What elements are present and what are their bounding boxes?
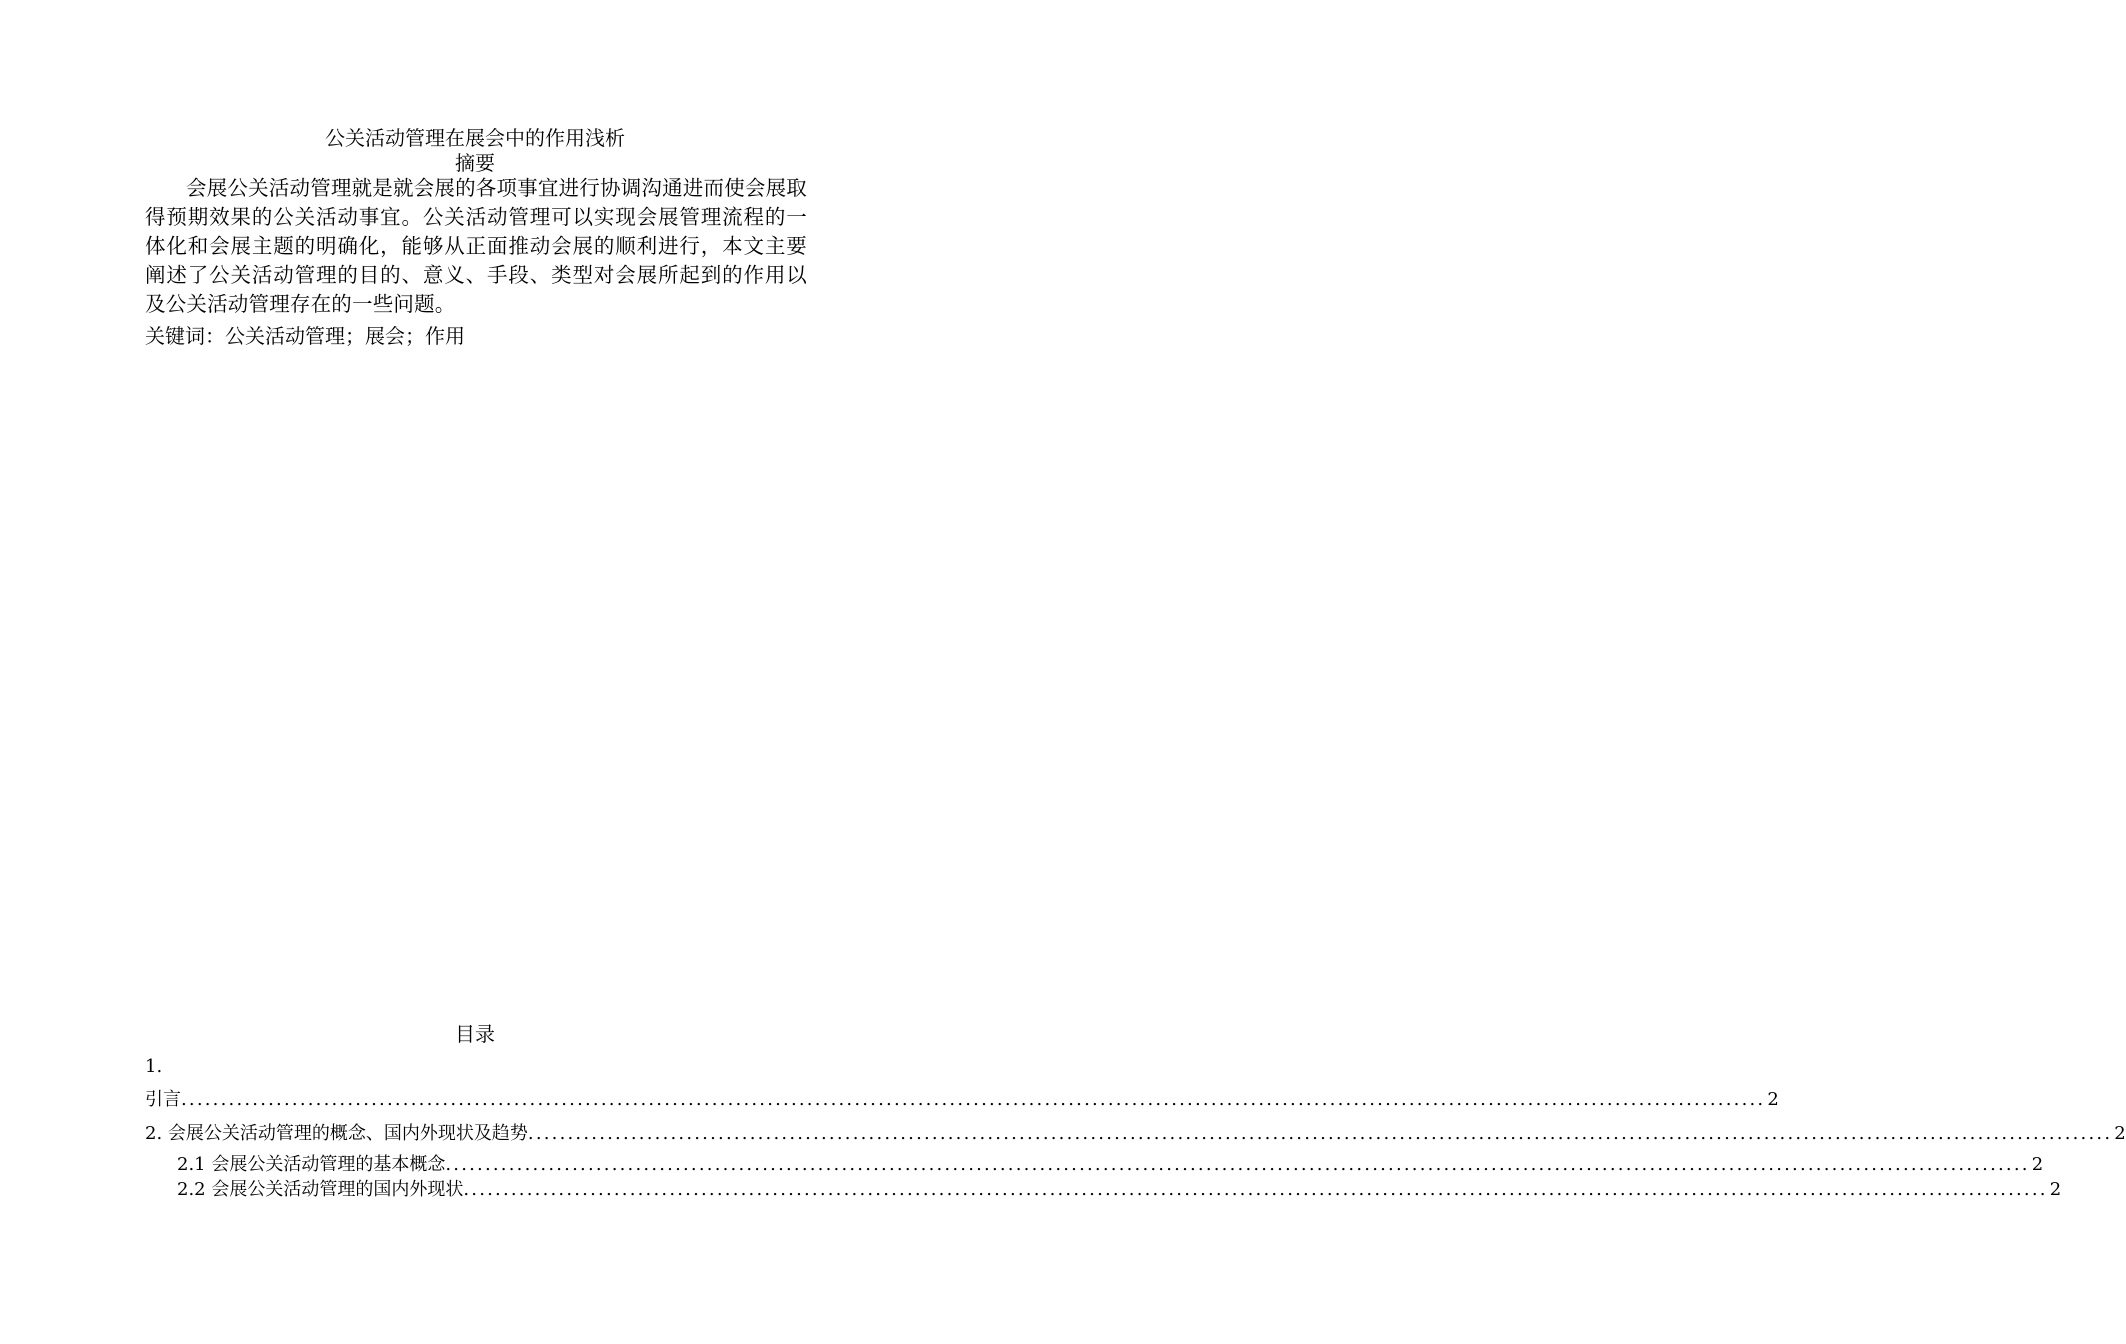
toc-entry[interactable]: [145, 1121, 2126, 1147]
toc-entry[interactable]: [145, 1087, 1779, 1113]
toc-entry-page: 2: [2049, 1179, 2062, 1200]
abstract-heading: 摘要: [455, 151, 495, 175]
toc-leader-dots: ........................................................................................................................................................................................................: [181, 1089, 1766, 1110]
toc-entry-label: 引言: [145, 1089, 181, 1110]
toc-entry-label: 2.2 会展公关活动管理的国内外现状: [177, 1179, 464, 1200]
toc-entry-label: 2.1 会展公关活动管理的基本概念: [177, 1154, 446, 1175]
toc-leader-dots: ........................................................................................................................................................................................................: [445, 1154, 2030, 1175]
abstract-paragraph: 会展公关活动管理就是就会展的各项事宜进行协调沟通进而使会展取得预期效果的公关活动事宜。公关活动管理可以实现会展管理流程的一体化和会展主题的明确化，能够从正面推动会展的顺利进行，本文主要阐述了公关活动管理的目的、意义、手段、类型对会展所起到的作用以及公关活动管理存在的一些问题。: [145, 176, 807, 316]
toc-entry-page: 2: [2114, 1123, 2126, 1144]
toc-entry[interactable]: [177, 1152, 2044, 1178]
document-title: 公关活动管理在展会中的作用浅析: [325, 126, 625, 150]
toc-leader-dots: ........................................................................................................................................................................................................: [527, 1123, 2113, 1144]
toc-leader-dots: ........................................................................................................................................................................................................: [463, 1179, 2048, 1200]
toc-entry[interactable]: [177, 1177, 2062, 1203]
toc-entry-page: 2: [1767, 1089, 1779, 1110]
toc-entry-page: 2: [2031, 1154, 2044, 1175]
toc-section-number: 1.: [145, 1056, 163, 1077]
toc-entry-label: 2. 会展公关活动管理的概念、国内外现状及趋势: [145, 1123, 528, 1144]
keywords-line: 关键词：公关活动管理；展会；作用: [145, 324, 465, 348]
toc-heading: 目录: [455, 1022, 495, 1046]
